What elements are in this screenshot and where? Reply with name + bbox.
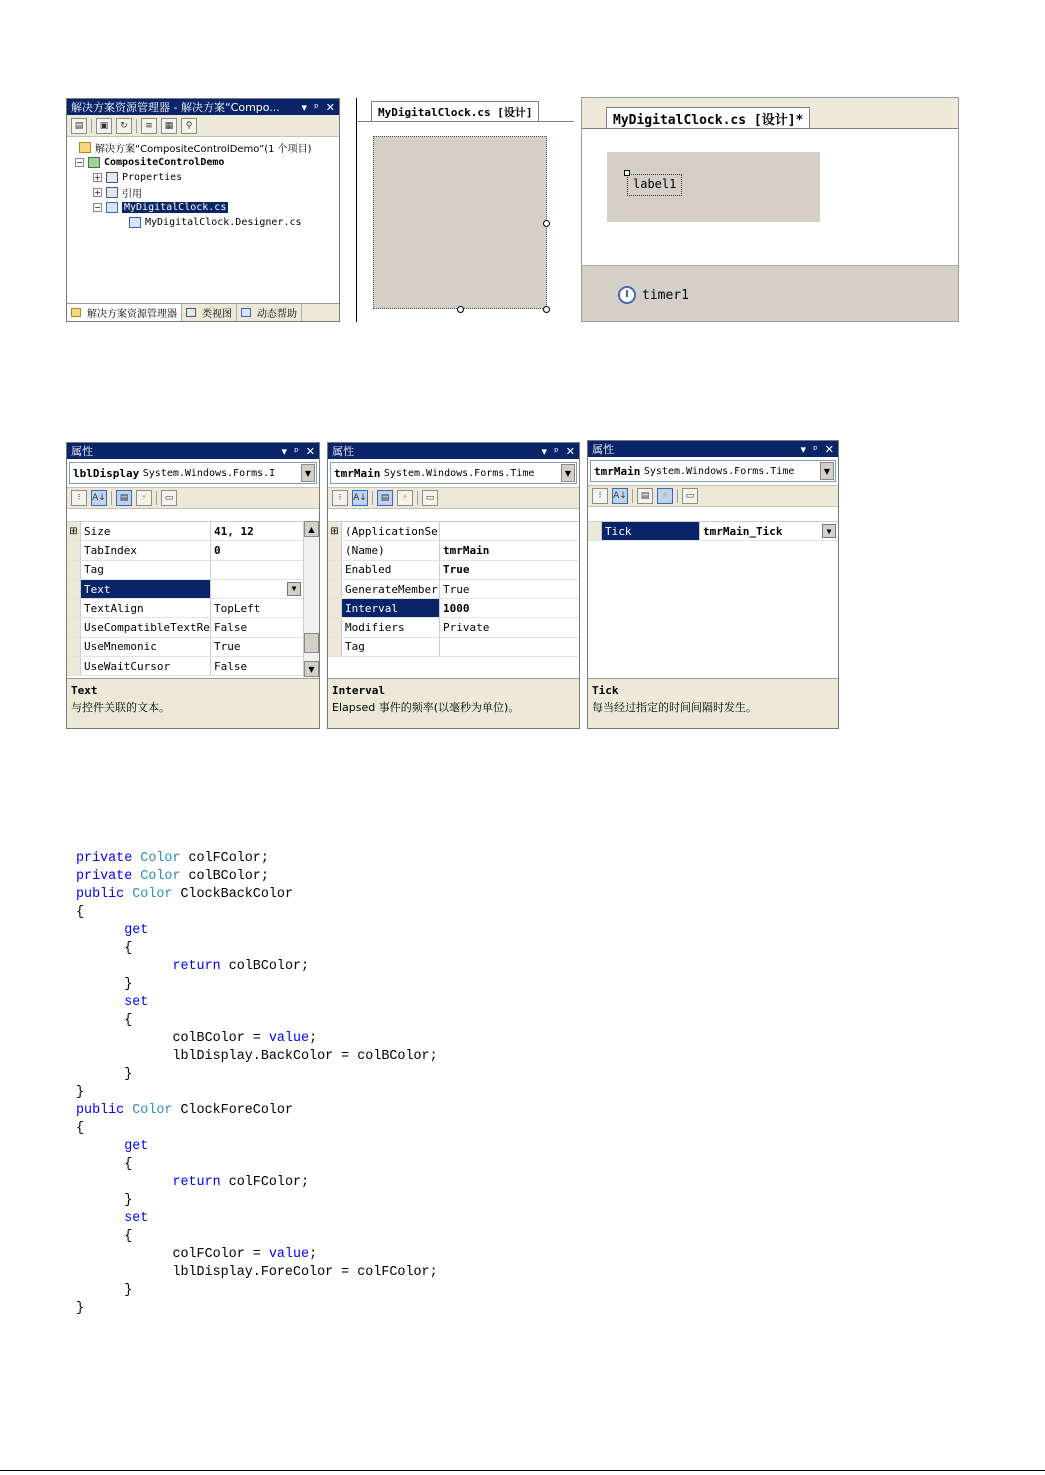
properties-toolbar (67, 487, 319, 509)
code-text: colFColor = (172, 1247, 269, 1262)
property-value[interactable]: tmrMain (443, 543, 490, 557)
property-row[interactable] (328, 561, 579, 580)
toolbar-separator (156, 491, 157, 505)
gutter (328, 580, 342, 598)
property-name: (ApplicationSe (342, 522, 440, 540)
solution-explorer-titlebar (67, 99, 339, 115)
property-grid (328, 521, 579, 677)
pin-icon[interactable]: ᵖ (554, 444, 559, 458)
chevron-down-icon[interactable]: ▼ (820, 462, 834, 480)
properties-icon[interactable]: ▤ (71, 118, 87, 134)
toolbar-separator (372, 491, 373, 505)
solution-explorer-tabs (67, 303, 339, 321)
stopwatch-icon (618, 286, 636, 304)
property-description (588, 678, 838, 728)
property-name: Size (81, 522, 211, 540)
code-type: Color (132, 1103, 173, 1118)
property-value[interactable]: False (214, 659, 248, 673)
scroll-thumb[interactable] (304, 633, 319, 653)
object-selector[interactable] (330, 462, 577, 484)
property-name: Modifiers (342, 618, 440, 636)
property-row[interactable] (67, 638, 303, 657)
designer-tab[interactable] (606, 107, 810, 129)
code-keyword: get (124, 1139, 149, 1154)
gutter (328, 561, 342, 579)
alphabetical-icon[interactable]: A↓ (612, 488, 628, 504)
close-icon[interactable]: ✕ (824, 442, 834, 456)
events-lightning-icon[interactable]: ⚡ (136, 490, 152, 506)
property-row[interactable] (67, 657, 303, 676)
properties-view-icon[interactable]: ▤ (377, 490, 393, 506)
dropdown-icon[interactable]: ▾ (541, 444, 548, 458)
properties-folder-icon (106, 172, 118, 183)
class-view-icon (186, 308, 196, 317)
object-type: System.Windows.Forms.I (142, 467, 276, 479)
code-brace: { (124, 1013, 133, 1028)
properties-view-icon[interactable]: ▤ (637, 488, 653, 504)
object-name: tmrMain (594, 464, 641, 478)
code-keyword: value (268, 1247, 310, 1262)
code-text: ClockForeColor (172, 1103, 293, 1118)
code-keyword: private (76, 851, 133, 866)
usercontrol-file-icon (106, 202, 118, 213)
property-value[interactable]: True (443, 563, 470, 577)
event-row-tick[interactable] (588, 522, 838, 541)
designer-with-label (581, 97, 959, 322)
label1-text: label1 (633, 177, 677, 191)
tab-solution-explorer[interactable] (67, 304, 182, 321)
properties-toolbar (588, 485, 838, 507)
property-name: (Name) (342, 541, 440, 559)
gutter (328, 638, 342, 656)
tree-item-references[interactable] (71, 185, 335, 200)
property-description (328, 678, 579, 728)
chevron-down-icon[interactable]: ▼ (822, 524, 836, 538)
object-selector[interactable] (590, 460, 836, 482)
solution-tree (67, 137, 339, 303)
tree-item-label: Properties (122, 172, 183, 183)
toolbar-separator (111, 491, 112, 505)
pin-icon[interactable]: ᵖ (314, 100, 319, 114)
property-value[interactable]: 1000 (443, 601, 470, 615)
close-icon[interactable]: ✕ (565, 444, 575, 458)
code-keyword: set (124, 1211, 149, 1226)
description-title: Text (71, 684, 98, 697)
designer-tab-label: MyDigitalClock.cs [设计]* (613, 113, 804, 128)
property-grid (67, 521, 303, 677)
scroll-down-icon[interactable]: ▼ (304, 661, 319, 677)
code-keyword: public (76, 1103, 125, 1118)
chevron-down-icon[interactable]: ▼ (561, 464, 575, 482)
property-row-selected[interactable] (67, 580, 303, 599)
view-code-icon[interactable]: ≡ (141, 118, 157, 134)
events-lightning-icon[interactable]: ⚡ (397, 490, 413, 506)
code-keyword: get (124, 923, 149, 938)
property-pages-icon[interactable]: ▭ (422, 490, 438, 506)
properties-titlebar (328, 443, 579, 459)
event-handler-text: tmrMain_Tick (703, 524, 783, 538)
tree-item-label: MyDigitalClock.Designer.cs (145, 217, 302, 228)
solution-explorer-toolbar (67, 115, 339, 137)
alphabetical-icon[interactable]: A↓ (91, 490, 107, 506)
property-value[interactable]: False (214, 621, 248, 635)
gutter (328, 618, 342, 636)
tree-item-label: CompositeControlDemo (104, 157, 225, 168)
code-keyword: value (268, 1031, 310, 1046)
class-diagram-icon[interactable]: ⚲ (181, 118, 197, 134)
description-title: Tick (592, 684, 619, 697)
property-row[interactable] (67, 522, 303, 541)
description-text: 每当经过指定的时间间隔时发生。 (592, 701, 757, 714)
code-keyword: public (76, 887, 125, 902)
gutter (67, 618, 81, 636)
description-text: Elapsed 事件的频率(以毫秒为单位)。 (332, 701, 520, 714)
scroll-up-icon[interactable]: ▲ (304, 521, 319, 537)
tab-underline (582, 128, 958, 129)
description-text: 与控件关联的文本。 (71, 701, 170, 714)
property-row[interactable] (67, 618, 303, 637)
tab-dynamic-help[interactable] (237, 304, 302, 321)
expand-icon[interactable]: ⊞ (67, 522, 81, 540)
code-type: Color (140, 869, 181, 884)
properties-title: 属性 (71, 445, 93, 458)
property-value[interactable]: TopLeft (214, 601, 261, 615)
chevron-down-icon[interactable]: ▼ (301, 464, 315, 482)
help-icon (241, 308, 251, 317)
property-value[interactable]: Private (443, 621, 490, 635)
gutter (328, 599, 342, 617)
code-brace: { (124, 1157, 133, 1172)
code-brace: { (124, 1229, 133, 1244)
tree-item-solution[interactable] (71, 140, 335, 155)
tree-item-label: 解决方案“CompositeControlDemo”(1 个项目) (95, 144, 312, 155)
object-type: System.Windows.Forms.Time (383, 467, 535, 479)
property-name: UseWaitCursor (81, 657, 211, 675)
properties-panel-timer (327, 442, 580, 729)
code-text: colBColor; (180, 869, 269, 884)
solution-explorer-tab-icon (71, 308, 81, 317)
properties-title: 属性 (592, 443, 614, 456)
object-name: tmrMain (334, 466, 381, 480)
property-name: Enabled (342, 561, 440, 579)
property-name: GenerateMember (342, 580, 440, 598)
property-name: Interval (342, 599, 440, 617)
property-value[interactable]: 0 (214, 543, 221, 557)
tab-label: 动态帮助 (257, 309, 297, 320)
pin-icon[interactable]: ᵖ (294, 444, 299, 458)
code-keyword: private (76, 869, 133, 884)
categorized-icon[interactable]: ⁝ (592, 488, 608, 504)
toolbar-separator (417, 491, 418, 505)
code-keyword: set (124, 995, 149, 1010)
tree-item-label: MyDigitalClock.cs (124, 202, 227, 213)
events-lightning-icon[interactable]: ⚡ (657, 488, 673, 504)
gutter (67, 541, 81, 559)
property-pages-icon[interactable]: ▭ (161, 490, 177, 506)
resize-handle[interactable] (457, 306, 464, 313)
property-description (67, 678, 319, 728)
code-text: ; (309, 1031, 318, 1046)
designer-tab[interactable] (371, 101, 539, 121)
references-folder-icon (106, 187, 118, 198)
property-value[interactable]: True (443, 582, 470, 596)
code-keyword: return (172, 959, 221, 974)
property-row[interactable] (328, 638, 579, 657)
toolbar-separator (677, 489, 678, 503)
dropdown-icon[interactable]: ▾ (800, 442, 807, 456)
timer1-label: timer1 (642, 287, 689, 303)
categorized-icon[interactable]: ⁝ (71, 490, 87, 506)
property-row[interactable] (67, 599, 303, 618)
code-brace: } (124, 977, 133, 992)
view-designer-icon[interactable]: ▦ (161, 118, 177, 134)
code-text: ClockBackColor (172, 887, 293, 902)
resize-handle[interactable] (543, 220, 550, 227)
code-keyword: return (172, 1175, 221, 1190)
code-type: Color (140, 851, 181, 866)
property-row[interactable] (328, 522, 579, 541)
expand-icon[interactable]: ⊞ (328, 522, 342, 540)
property-row[interactable] (328, 541, 579, 560)
object-type: System.Windows.Forms.Time (643, 465, 795, 477)
code-text: colFColor; (180, 851, 269, 866)
property-name: UseCompatibleTextRe (81, 618, 211, 636)
property-value[interactable]: True (214, 640, 241, 654)
property-row-selected[interactable] (328, 599, 579, 618)
show-all-files-icon[interactable]: ▣ (96, 118, 112, 134)
property-row[interactable] (67, 561, 303, 580)
dropdown-icon[interactable]: ▾ (281, 444, 288, 458)
toolbar-separator (91, 119, 92, 133)
code-brace: } (124, 1283, 133, 1298)
property-name: Tag (342, 638, 440, 656)
event-name: Tick (602, 522, 700, 540)
pin-icon[interactable]: ᵖ (813, 442, 818, 456)
chevron-down-icon[interactable]: ▼ (287, 582, 301, 596)
csharp-project-icon (88, 157, 100, 168)
usercontrol-surface[interactable] (373, 136, 547, 309)
tree-item-project[interactable] (71, 155, 335, 170)
code-brace: } (124, 1193, 133, 1208)
expand-icon[interactable]: + (94, 173, 101, 182)
solution-explorer-panel (66, 98, 340, 322)
gutter (67, 561, 81, 579)
page-footer-rule (0, 1470, 1045, 1471)
code-text: colFColor; (220, 1175, 310, 1190)
property-value[interactable] (440, 522, 579, 540)
gutter (328, 541, 342, 559)
event-grid (588, 521, 838, 677)
code-brace: { (76, 905, 85, 920)
alphabetical-icon[interactable]: A↓ (352, 490, 368, 506)
property-value[interactable] (211, 580, 303, 598)
property-name: TextAlign (81, 599, 211, 617)
tree-item-mydigitalclock[interactable] (71, 200, 335, 215)
property-name: Text (81, 580, 211, 598)
timer1-component[interactable] (618, 286, 689, 304)
code-listing (76, 850, 438, 1318)
categorized-icon[interactable]: ⁝ (332, 490, 348, 506)
code-brace: { (76, 1121, 85, 1136)
collapse-icon[interactable]: − (94, 203, 101, 212)
object-selector[interactable] (69, 462, 317, 484)
properties-panel-events (587, 440, 839, 729)
properties-view-icon[interactable]: ▤ (116, 490, 132, 506)
property-value[interactable] (440, 638, 579, 656)
tab-label: 解决方案资源管理器 (87, 309, 177, 320)
property-row[interactable] (67, 541, 303, 560)
gutter (67, 580, 81, 598)
description-title: Interval (332, 684, 385, 697)
refresh-icon[interactable]: ↻ (116, 118, 132, 134)
code-brace: } (76, 1085, 85, 1100)
code-text: lblDisplay.ForeColor = colFColor; (172, 1265, 438, 1280)
label1-control[interactable] (627, 174, 682, 196)
code-brace: { (124, 941, 133, 956)
properties-toolbar (328, 487, 579, 509)
collapse-icon[interactable]: − (76, 158, 83, 167)
solution-explorer-title: 解决方案资源管理器 - 解决方案“Compo... (71, 101, 280, 114)
code-text: colBColor = (172, 1031, 269, 1046)
resize-handle[interactable] (543, 306, 550, 313)
property-row[interactable] (328, 618, 579, 637)
properties-title: 属性 (332, 445, 354, 458)
csharp-file-icon (129, 217, 141, 228)
properties-titlebar (588, 441, 838, 457)
toolbar-separator (136, 119, 137, 133)
property-name: TabIndex (81, 541, 211, 559)
close-icon[interactable]: ✕ (305, 444, 315, 458)
property-name: Tag (81, 561, 211, 579)
property-row[interactable] (328, 580, 579, 599)
code-text: lblDisplay.BackColor = colBColor; (172, 1049, 438, 1064)
toolbar-separator (632, 489, 633, 503)
selection-handle[interactable] (624, 170, 630, 176)
object-name: lblDisplay (73, 466, 140, 480)
code-brace: } (76, 1301, 85, 1316)
designer-empty (356, 98, 574, 322)
code-text: colBColor; (220, 959, 310, 974)
tree-item-designer-file[interactable] (71, 215, 335, 230)
designer-tab-label: MyDigitalClock.cs [设计] (378, 105, 533, 119)
property-value[interactable]: 41, 12 (214, 524, 254, 538)
gutter (588, 522, 602, 540)
gutter (67, 599, 81, 617)
property-value[interactable] (211, 561, 303, 579)
code-text: ; (309, 1247, 318, 1262)
code-type: Color (132, 887, 173, 902)
tab-label: 类视图 (202, 309, 232, 320)
tree-item-label: 引用 (122, 189, 142, 200)
code-brace: } (124, 1067, 133, 1082)
properties-titlebar (67, 443, 319, 459)
gutter (67, 638, 81, 656)
tab-class-view[interactable] (182, 304, 237, 321)
property-name: UseMnemonic (81, 638, 211, 656)
dropdown-icon[interactable]: ▾ (301, 100, 308, 114)
gutter (67, 657, 81, 675)
close-icon[interactable]: ✕ (325, 100, 335, 114)
property-scrollbar[interactable] (303, 521, 319, 677)
solution-icon (79, 142, 91, 153)
properties-panel-label (66, 442, 320, 729)
tree-item-properties[interactable] (71, 170, 335, 185)
event-handler-value[interactable] (700, 522, 838, 540)
tab-underline (357, 121, 574, 122)
expand-icon[interactable]: + (94, 188, 101, 197)
property-pages-icon[interactable]: ▭ (682, 488, 698, 504)
